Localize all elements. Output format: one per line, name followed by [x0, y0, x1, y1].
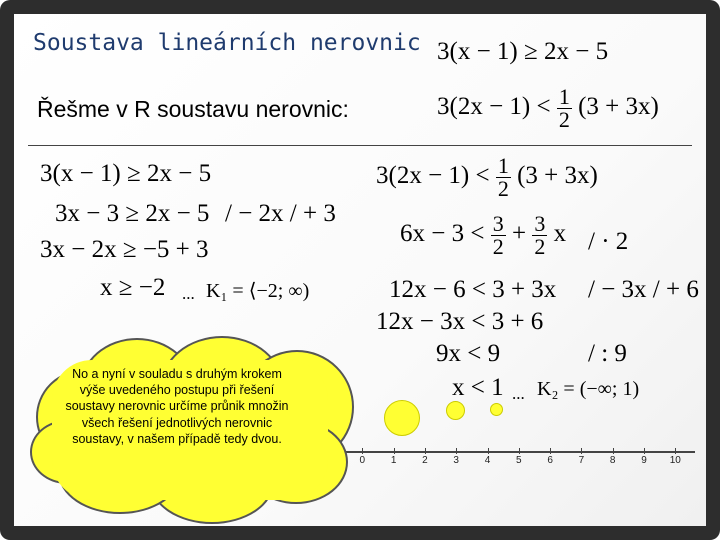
header-inequality-2: 3(2x − 1) < $\frac{1}{2}$ (3 + 3x) — [437, 84, 659, 132]
right-step-2-operation: / · 2 — [588, 228, 629, 255]
number-line-tick — [581, 448, 582, 454]
divider-line — [28, 145, 692, 146]
number-line-tick — [394, 448, 395, 454]
number-line-tick-label: 3 — [453, 455, 459, 466]
left-step-2: 3x − 3 ≥ 2x − 5 — [55, 200, 210, 227]
number-line-tick — [519, 448, 520, 454]
number-line-tick — [488, 448, 489, 454]
right-step-1: 3(2x − 1) < $\frac{1}{2}$ (3 + 3x) — [376, 153, 598, 201]
callout-text: No a nyní v souladu s druhým krokem výše uvedeného postupu při řešení soustavy nerovnic určíme průnik množin všech řešení jednotlivých nerovnic soustavy, v našem případě tedy dvou. — [65, 367, 289, 446]
thought-bubble-large — [384, 400, 420, 436]
number-line-tick-label: 1 — [390, 455, 397, 466]
right-step-5-operation: / : 9 — [588, 340, 627, 367]
number-line-tick — [613, 448, 614, 454]
number-line-tick-label: 9 — [641, 455, 647, 466]
number-line-tick — [362, 448, 363, 454]
right-solution-set: K₂ = (−∞; 1) — [537, 378, 640, 400]
right-step-4: 12x − 3x < 3 + 6 — [376, 308, 544, 335]
number-line-tick-label: 2 — [422, 455, 428, 466]
number-line-tick-label: 0 — [359, 455, 366, 466]
left-step-3: 3x − 2x ≥ −5 + 3 — [40, 236, 209, 263]
right-step-5: 9x < 9 — [436, 340, 501, 367]
right-step-3: 12x − 6 < 3 + 3x — [389, 276, 557, 303]
number-line-tick — [644, 448, 645, 454]
number-line-tick-label: 5 — [516, 455, 522, 466]
number-line-tick-label: 7 — [578, 455, 585, 466]
header-inequality-1: 3(x − 1) ≥ 2x − 5 — [437, 38, 609, 65]
number-line-tick-label: 10 — [669, 455, 681, 466]
number-line-tick-label: 8 — [609, 455, 616, 466]
thought-bubble-medium — [446, 401, 465, 420]
number-line-tick — [675, 448, 676, 454]
left-step-4: x ≥ −2 — [100, 274, 166, 301]
header-fraction: $\frac{1}{2}$ — [558, 84, 570, 132]
right-step-3-operation: / − 3x / + 6 — [588, 276, 699, 303]
slide-subtitle: Řešme v R soustavu nerovnic: — [37, 96, 349, 122]
number-line-tick — [425, 448, 426, 454]
left-solution-set: K₁ = ⟨−2; ∞) — [206, 280, 310, 302]
right-step-2: 6x − 3 < $\frac{3}{2}$ + $\frac{3}{2}$ x — [400, 211, 567, 259]
number-line-tick — [456, 448, 457, 454]
thought-bubble-small — [490, 403, 503, 416]
number-line-tick-label: 4 — [484, 455, 491, 466]
right-step-6-dots: ... — [512, 384, 525, 403]
number-line-tick-label: 6 — [547, 455, 553, 466]
left-step-1: 3(x − 1) ≥ 2x − 5 — [40, 160, 212, 187]
left-step-4-dots: ... — [182, 284, 195, 303]
number-line-axis — [300, 451, 695, 453]
number-line-tick — [550, 448, 551, 454]
left-step-2-operation: / − 2x / + 3 — [225, 200, 336, 227]
right-step-6: x < 1 — [452, 374, 504, 401]
slide-title: Soustava lineárních nerovnic — [33, 30, 421, 56]
